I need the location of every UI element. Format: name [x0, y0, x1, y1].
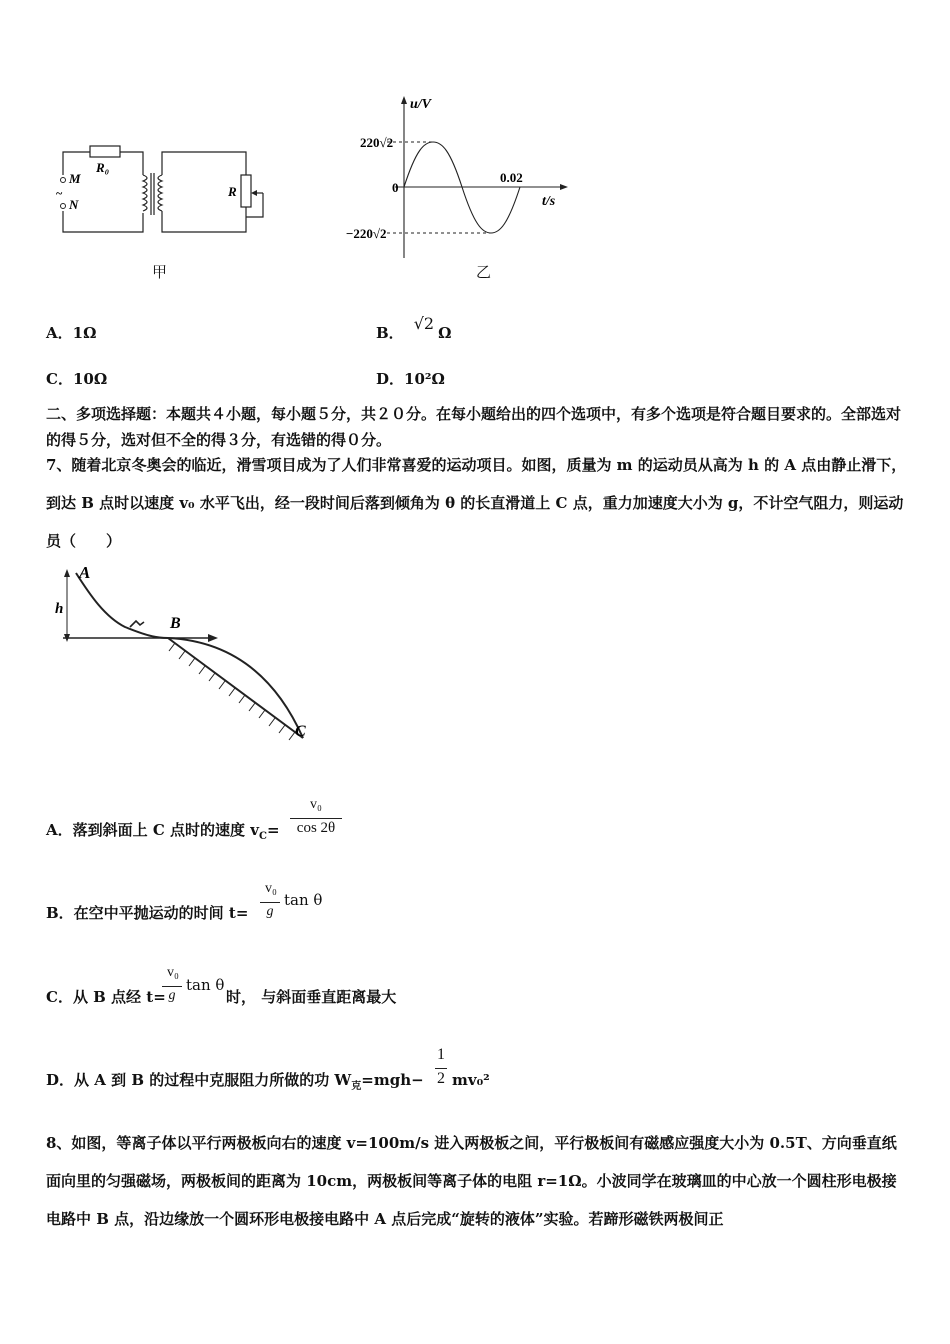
q7-option-c-tail: 时， 与斜面垂直距离最大 [226, 988, 397, 1006]
question-7-stem: 7、随着北京冬奥会的临近，滑雪项目成为了人们非常喜爱的运动项目。如图，质量为 m 的运动员从高为 h 的 A 点由静止滑下，到达 B 点时以速度 v₀ 水平飞出，经一段时间后落到倾角为 θ 的长直滑道上 C 点，重力加速度大小为 g，不计空气阻力，则运动员（ ） [46, 456, 907, 550]
sqrt2-radical: √2 [413, 314, 435, 333]
q7-option-b [46, 903, 248, 923]
fraction-half [434, 1046, 448, 1092]
fraction-va [290, 797, 342, 843]
section-heading: 二、多项选择题：本题共４小题，每小题５分，共２０分。在每小题给出的四个选项中，有多个选项是符合题目要求的。全部选对的得５分，选对但不全的得３分，有选错的得０分。 [46, 405, 902, 449]
point-b-label: B [170, 615, 181, 632]
waveform-caption: 乙 [476, 263, 492, 281]
fraction-denominator: 2 [437, 1070, 445, 1087]
point-a-label: A [79, 563, 91, 582]
option-unit: Ω [438, 324, 452, 342]
fraction-bar [162, 986, 182, 987]
fraction-vc [162, 965, 184, 1011]
question-8-stem: 8、如图，等离子体以平行两极板向右的速度 v=100m/s 进入两极板之间，平行极板间有磁感应强度大小为 0.5T、方向垂直纸面向里的匀强磁场，两极板间的距离为 10cm，两极板间等离子体的电阻 r=1Ω。小波同学在玻璃皿的中心放一个圆柱形电极接电路中 B 点，沿边缘放一个圆环形电极接电路中 A 点后完成“旋转的液体”实验。若蹄形磁铁两极间正 [46, 1134, 897, 1228]
fraction-numerator: v₀ [310, 797, 322, 812]
fraction-numerator: v₀ [265, 881, 277, 896]
q6-option-c [46, 369, 107, 389]
y-max-label: 220√2 [360, 135, 394, 150]
q7-option-d-tail: mv₀² [452, 1071, 490, 1089]
equals-sign: = [266, 821, 280, 839]
option-letter: A． [46, 324, 73, 342]
n-label: N [69, 197, 79, 212]
option-mid: =mgh− [361, 1071, 424, 1089]
point-c-label: C [295, 723, 306, 740]
fraction-denominator: g [266, 904, 274, 919]
m-label: M [69, 171, 81, 186]
fraction-bar [290, 818, 342, 819]
q6-option-a [46, 323, 96, 343]
fraction-denominator: cos 2θ [296, 820, 336, 836]
tan-theta: tan θ [284, 891, 323, 909]
h-label: h [55, 601, 64, 617]
q6-option-b [376, 314, 452, 343]
subscript: 克 [351, 1081, 362, 1092]
ski-slope-diagram [50, 555, 320, 765]
origin-label: 0 [392, 180, 399, 195]
tan-theta: tan θ [186, 976, 225, 994]
q7-option-a [46, 820, 280, 847]
q7-option-c-lead [46, 987, 166, 1007]
fraction-bar [260, 902, 280, 903]
fraction-denominator: g [168, 988, 176, 1003]
option-text: A．落到斜面上 C 点时的速度 v [46, 821, 259, 839]
option-text: 10²Ω [404, 370, 445, 388]
fraction-numerator: v₀ [167, 965, 179, 980]
x-axis-label: t/s [542, 194, 556, 209]
r-label: R [228, 184, 237, 199]
tilde-label: ~ [56, 186, 63, 200]
r0-label: R₀ [96, 160, 110, 175]
option-text: D．从 A 到 B 的过程中克服阻力所做的功 W [46, 1071, 352, 1089]
subscript: C [258, 831, 267, 842]
fraction-numerator: 1 [437, 1046, 445, 1063]
q6-option-d [376, 369, 445, 389]
option-letter: C． [46, 370, 73, 388]
y-axis-label: u/V [410, 97, 432, 112]
fraction-bar [435, 1068, 447, 1069]
circuit-caption: 甲 [152, 263, 168, 281]
q7-option-d [46, 1070, 424, 1097]
option-text: 10Ω [72, 370, 108, 388]
option-text: B．在空中平抛运动的时间 t= [46, 904, 249, 922]
option-letter: D． [376, 370, 405, 388]
option-letter: B． [376, 324, 404, 342]
y-min-label: −220√2 [346, 226, 387, 241]
period-label: 0.02 [500, 170, 523, 185]
fraction-vb [260, 881, 282, 927]
option-text: 1Ω [72, 324, 97, 342]
option-text: C．从 B 点经 t= [46, 988, 166, 1006]
voltage-waveform [340, 90, 580, 270]
